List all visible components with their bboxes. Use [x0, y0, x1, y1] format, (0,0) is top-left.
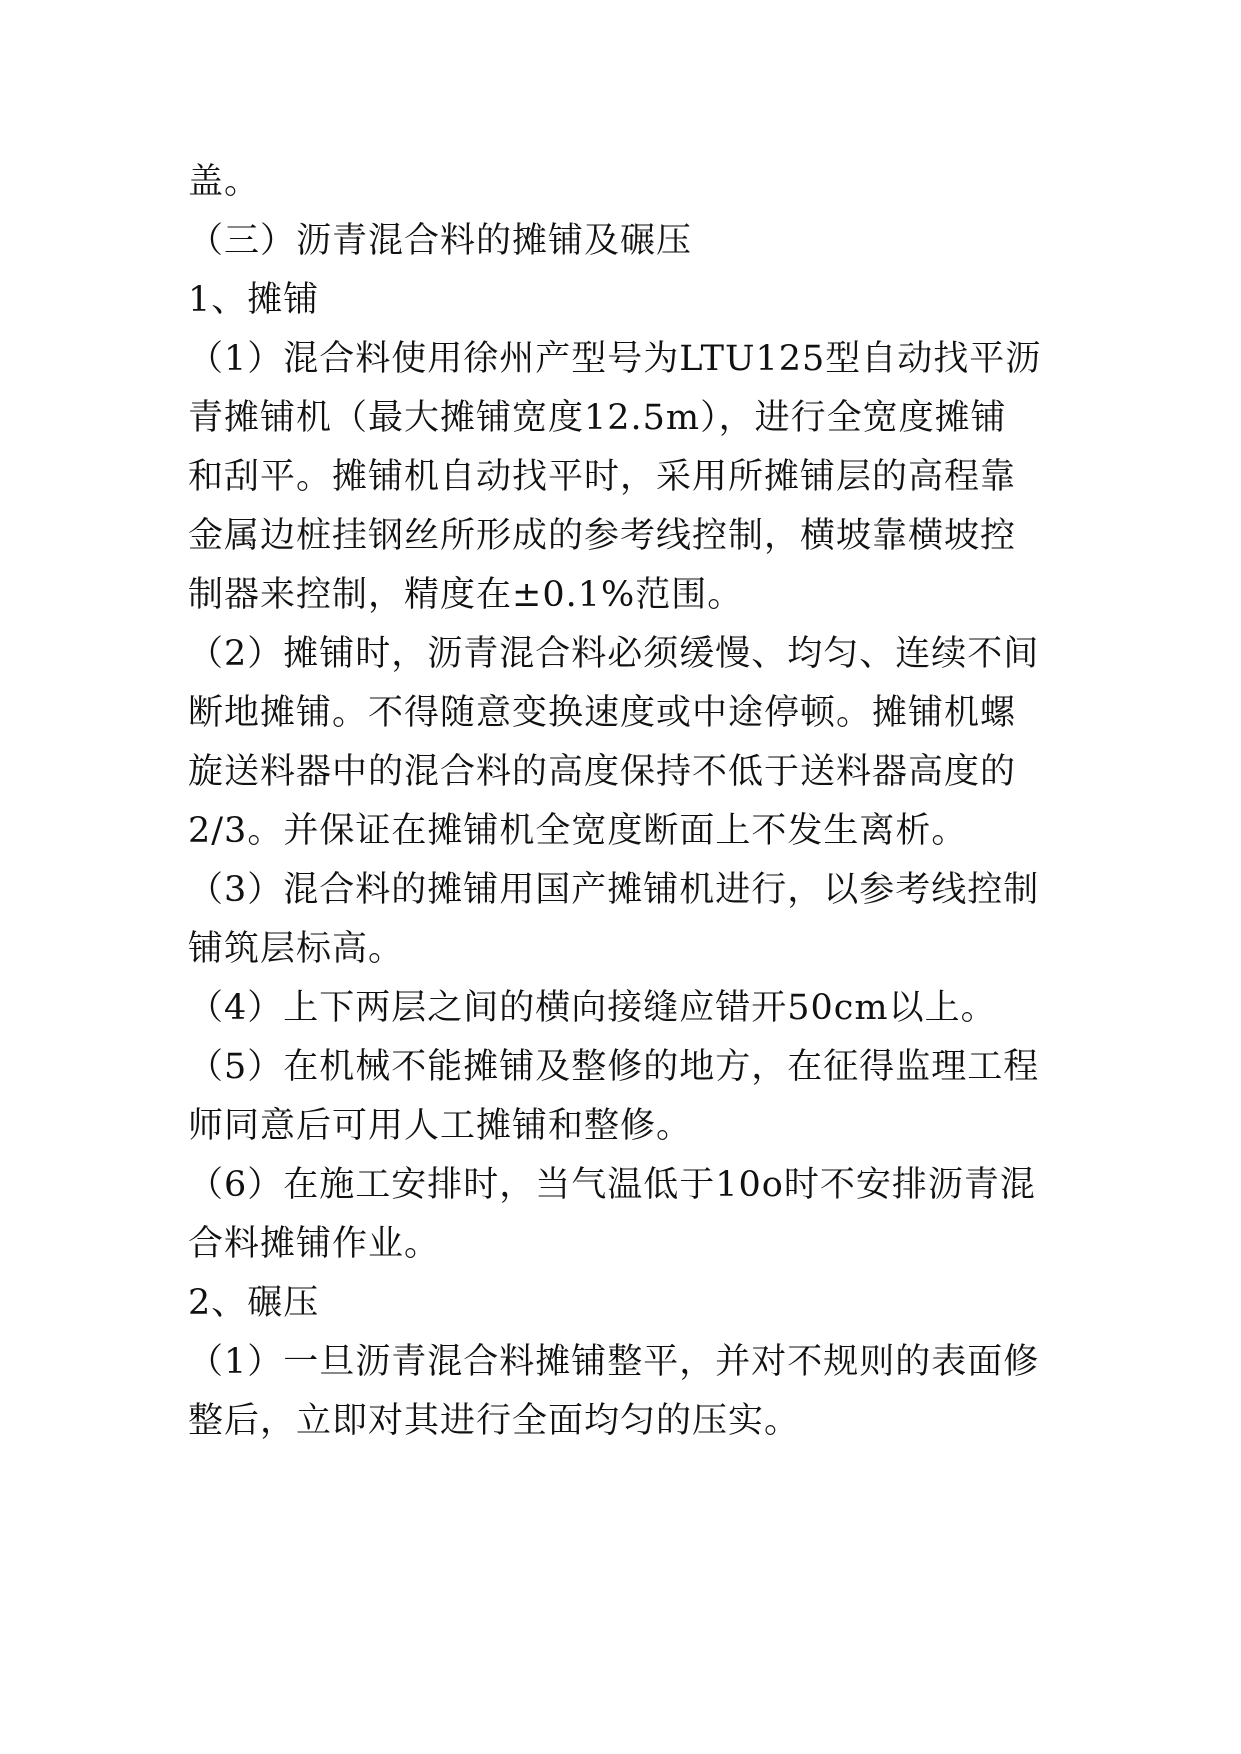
text-line: （1）混合料使用徐州产型号为LTU125型自动找平沥: [188, 339, 1042, 379]
document-body: [188, 153, 1068, 1451]
text-line: 整后，立即对其进行全面均匀的压实。: [188, 1401, 801, 1441]
text-line: 师同意后可用人工摊铺和整修。: [188, 1106, 693, 1146]
text-line: （6）在施工安排时，当气温低于10o时不安排沥青混: [188, 1165, 1036, 1205]
text-line: 盖。: [188, 162, 261, 202]
subsection-heading: 2、碾压: [188, 1283, 320, 1323]
text-line: （3）混合料的摊铺用国产摊铺机进行，以参考线控制: [188, 870, 1040, 910]
text-line: 断地摊铺。不得随意变换速度或中途停顿。摊铺机螺: [188, 693, 1017, 733]
text-line: （5）在机械不能摊铺及整修的地方，在征得监理工程: [188, 1047, 1040, 1087]
text-line: （1）一旦沥青混合料摊铺整平，并对不规则的表面修: [188, 1342, 1040, 1382]
text-line: 和刮平。摊铺机自动找平时，采用所摊铺层的高程靠: [188, 457, 1017, 497]
text-line: 合料摊铺作业。: [188, 1224, 441, 1264]
text-line: 2/3。并保证在摊铺机全宽度断面上不发生离析。: [188, 811, 968, 851]
section-heading: （三）沥青混合料的摊铺及碾压: [188, 221, 693, 261]
text-line: （4）上下两层之间的横向接缝应错开50cm以上。: [188, 988, 997, 1028]
text-line: 金属边桩挂钢丝所形成的参考线控制，横坡靠横坡控: [188, 516, 1017, 556]
text-line: 铺筑层标高。: [188, 929, 405, 969]
text-line: 制器来控制，精度在±0.1%范围。: [188, 575, 744, 615]
text-line: （2）摊铺时，沥青混合料必须缓慢、均匀、连续不间: [188, 634, 1040, 674]
subsection-heading: 1、摊铺: [188, 280, 320, 320]
text-line: 旋送料器中的混合料的高度保持不低于送料器高度的: [188, 752, 1017, 792]
text-line: 青摊铺机（最大摊铺宽度12.5m），进行全宽度摊铺: [188, 398, 1007, 438]
